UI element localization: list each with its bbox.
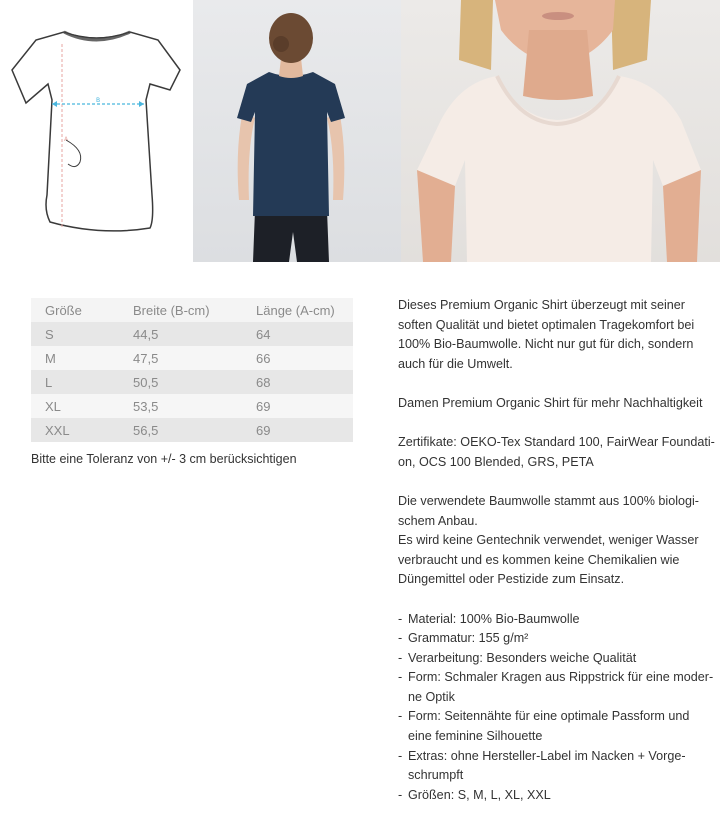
- tshirt-outline-diagram: [0, 0, 193, 262]
- width-cell: 50,5: [133, 374, 159, 390]
- list-item: - Form: Schmaler Kragen aus Rippstrick für eine moder- ne Optik: [398, 668, 720, 707]
- table-row: [31, 370, 353, 394]
- size-cell: XL: [45, 398, 61, 414]
- tolerance-note: Bitte eine Toleranz von +/- 3 cm berücksichtigen: [31, 452, 297, 466]
- size-cell: S: [45, 326, 54, 342]
- description-intro: Dieses Premium Organic Shirt überzeugt mit seiner soften Qualität und bietet optimalen Tragekomfort bei 100% Bio-Baumwolle. Nicht nur gut für dich, sondern auch für die Umwelt.: [398, 298, 695, 371]
- header-size: Größe: [45, 302, 82, 318]
- list-item: - Verarbeitung: Besonders weiche Qualität: [398, 649, 720, 669]
- back-view-photo: [193, 0, 401, 262]
- width-cell: 56,5: [133, 422, 159, 438]
- description-title: Damen Premium Organic Shirt für mehr Nachhaltigkeit: [398, 395, 703, 410]
- width-cell: 53,5: [133, 398, 159, 414]
- length-cell: 69: [256, 398, 271, 414]
- cotton-info: Die verwendete Baumwolle stammt aus 100% biologi- schem Anbau. Es wird keine Gentechnik verwendet, weniger Wasser verbraucht und es kommen keine Chemikalien wie Düngemittel oder Pestizide zum Einsatz.: [398, 493, 699, 587]
- header-length: Länge (A-cm): [256, 302, 335, 318]
- list-item: - Größen: S, M, L, XL, XXL: [398, 786, 720, 806]
- size-diagram: [0, 0, 193, 262]
- size-cell: XXL: [45, 422, 70, 438]
- feature-list: [398, 610, 720, 806]
- header-width: Breite (B-cm): [133, 302, 210, 318]
- width-label-b: B: [96, 97, 101, 104]
- length-label-a: A: [64, 136, 69, 143]
- width-cell: 47,5: [133, 350, 159, 366]
- list-item: - Form: Seitennähte für eine optimale Passform und eine feminine Silhouette: [398, 707, 720, 746]
- certificates-text: Zertifikate: OEKO-Tex Standard 100, FairWear Foundati- on, OCS 100 Blended, GRS, PETA: [398, 435, 715, 469]
- length-cell: 68: [256, 374, 271, 390]
- length-cell: 64: [256, 326, 271, 342]
- table-row: [31, 418, 353, 442]
- table-row: [31, 394, 353, 418]
- size-table: [31, 298, 353, 442]
- width-cell: 44,5: [133, 326, 159, 342]
- length-cell: 66: [256, 350, 271, 366]
- front-view-photo: [401, 0, 720, 262]
- table-row: [31, 346, 353, 370]
- size-cell: L: [45, 374, 53, 390]
- size-table-header: [31, 298, 353, 322]
- list-item: - Grammatur: 155 g/m²: [398, 629, 720, 649]
- length-cell: 69: [256, 422, 271, 438]
- table-row: [31, 322, 353, 346]
- product-image-row: [0, 0, 720, 262]
- size-cell: M: [45, 350, 56, 366]
- list-item: - Material: 100% Bio-Baumwolle: [398, 610, 720, 630]
- product-description: [398, 296, 720, 805]
- list-item: - Extras: ohne Hersteller-Label im Nacken + Vorge- schrumpft: [398, 747, 720, 786]
